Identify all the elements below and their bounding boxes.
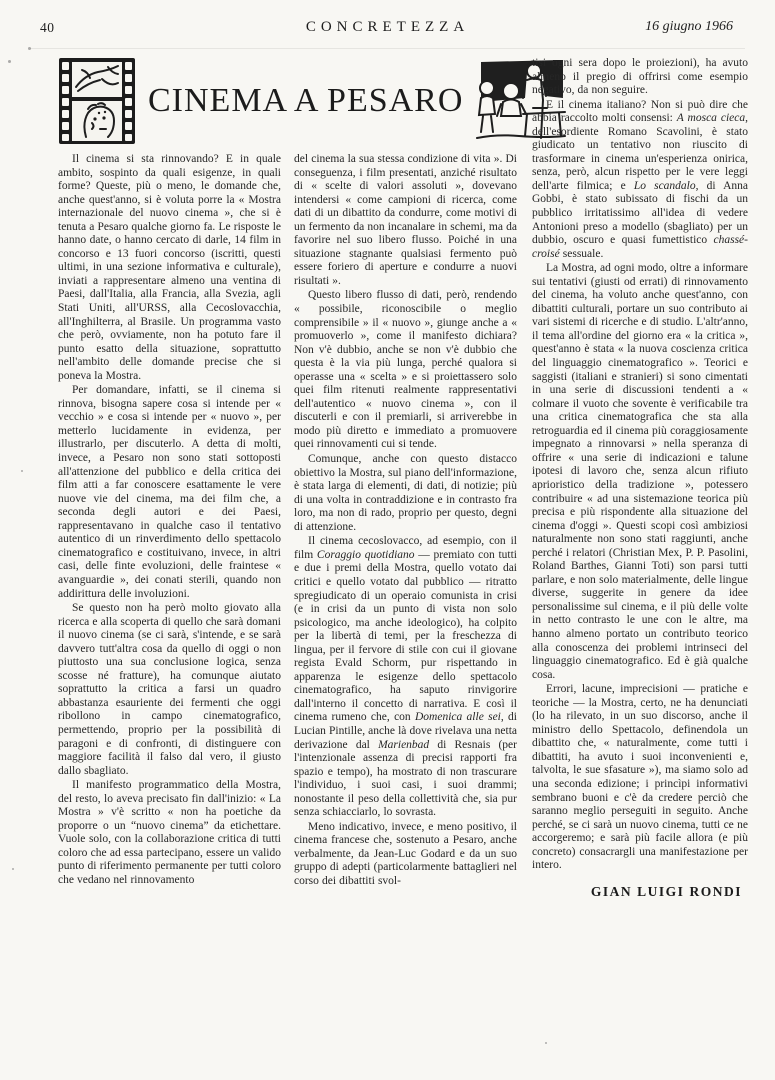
article-title: CINEMA A PESARO — [148, 82, 464, 119]
article-paragraph: Errori, lacune, imprecisioni — pratiche e teoriche — la Mostra, certo, ne ha denunciati (lo ha rilevato, in un suo discorso, anche il ministro dello Spettacolo, definendola un dibattito che, « naturalmente, come tutti i dibattiti, ha avuto i suoi inconvenienti e, talvolta, le sue sfasature »), ma siamo solo ad una seconda edizione; i princìpi informativi sembrano buoni e c'è da credere perciò che saranno meglio perseguiti in seguito. Anche perché, se ci sarà un nuovo cinema, tutti ce ne accorgeremo; e sarà più facile allora (e più concreto) consacrargli una manifestazione per intero. — [532, 683, 748, 872]
article-paragraph: Il cinema si sta rinnovando? E in quale ambito, sospinto da quali esigenze, in quali forme? Queste, più o meno, le domande che, anche quest'anno, si è voluta porre la « Mostra internazionale del nuovo cinema », che si è tenuta a Pesaro qualche giorno fa. Le risposte le hanno date, o hanno cercato di darle, 14 film in concorso e 13 fuori concorso (iscritti, questi ultimi, in una sezione informativa e culturale), inviati a rappresentare almeno una ventina di Paesi, dall'Italia, alla Francia, alla Svezia, agli Stati Uniti, all'URSS, alla Cecoslovacchia, all'Inghilterra, al Brasile. Un programma vasto che però, ovviamente, non ha potuto fare il punto esatto della situazione, soprattutto nell'ambito delle domande precise che si poneva la Mostra. — [58, 153, 281, 382]
article-paragraph: Il cinema cecoslovacco, ad esempio, con il film Coraggio quotidiano — premiato con tutti e due i premi della Mostra, quello votato dai critici e quello votato dal pubblico — ritratto spregiudicato di un operaio comunista in crisi (e in crisi da un punto di vista non solo psicologico, ma anche ideologico), ha colpito per la libertà di temi, per la freschezza di lingua, per il fervore di stile con cui il giovane regista Evald Schorm, pur rispettando in apparenza le esigenze dello spettacolo cinematografico, ha saputo rinvigorire dall'interno il concetto di narrativa. E così il cinema rumeno che, con Domenica alle sei, di Lucian Pintille, anche là dove rivelava una netta derivazione dal Marienbad di Resnais (per l'intenzionale assenza di precisi rapporti fra spazio e tempo), ha mostrato di non trascurare l'individuo, i suoi casi, i suoi drammi; nonostante il peso della collettività che, sia pur senza schiacciarlo, lo sovrasta. — [294, 535, 518, 819]
article-paragraph: Se questo non ha però molto giovato alla ricerca e alla scoperta di quello che sarà domani il nuovo cinema (se ci sarà, s'intende, e se sarà davvero tutt'altra cosa da quello di oggi o non piuttosto una sua conclusione logica, senza scosse né fratture), ha comunque aiutato soprattutto la critica a farsi un quadro abbastanza esauriente dei fermenti che oggi ribollono in campo cinematografico, permettendo, proprio per la possibilità di paragoni e di confronti, di distinguere con maggiore facilità il falso dal vero, il giusto dallo sbagliato. — [58, 602, 281, 777]
issue-date: 16 giugno 1966 — [645, 19, 733, 34]
article-paragraph: del cinema la sua stessa condizione di vita ». Di conseguenza, i film presentati, anziché risultato di « scelte di valori assoluti », dovevano intendersi « come campioni di ricerca, come dati di un dibattito da condurre, come motivi di un fermento da non incanalare in schemi, ma da favorire nel suo libero flusso. Poiché in una situazione stagnante qualsiasi fermento può essere foriero di aperture e condurre a nuovi risultati ». — [294, 153, 517, 287]
article-column-1 — [58, 153, 281, 889]
magazine-title: CONCRETEZZA — [305, 19, 470, 35]
article-paragraph: Questo libero flusso di dati, però, rendendo « possibile, riconoscibile o meglio comprensibile » il « nuovo », giunge anche a « promuoverlo », come il manifesto dichiara? Non v'è dubbio, anche se non v'è dubbio che questa è la via più lunga, perché qualora si operasse una « scelta » e si proiettassero solo quei film ritenuti realmente rappresentativi dell'autentico « nuovo cinema », con il discuterli e con il premiarli, si arriverebbe in modo più diretto e immediato a promuovere quei rinnovamenti cui si tende. — [294, 289, 517, 451]
columns-1-2 — [58, 153, 518, 889]
filmstrip-illustration — [58, 57, 136, 145]
page-number: 40 — [40, 20, 55, 35]
article-column-3 — [532, 55, 748, 898]
scan-speck — [21, 470, 23, 472]
article-column-2 — [294, 153, 517, 889]
article-title-block — [58, 55, 518, 147]
page-header — [30, 16, 745, 49]
article-paragraph: Il manifesto programmatico della Mostra, del resto, lo aveva precisato fin dall'inizio: « La Mostra » v'è scritto « non ha poetiche da proporre o un “nuovo cinema” da etichettare. Vuole solo, con la collaborazione critica di tutti coloro che ad essa partecipano, essere un valido punto di riferimento permanente per tutti coloro che vedano nel rinnovamento — [58, 779, 281, 886]
article-paragraph: E il cinema italiano? Non si può dire che abbia raccolto molti consensi: A mosca cieca, dell'esordiente Romano Scavolini, è stato giudicato un tentativo non riuscito di trasformare in cinema un'esperienza onirica, senza, però, alcun rispetto per le vere leggi dell'arte filmica; e Lo scandalo, di Anna Gobbi, è stato subissato di fischi da un pubblico irritatissimo all'idea di vedere Antonioni preso a modello (sbagliato) per un dubbio, oscuro e quasi fumettistico chassé-croisé sessuale. — [532, 98, 748, 260]
article-paragraph: Comunque, anche con questo distacco obiettivo la Mostra, sul piano dell'informazione, è stata larga di elementi, di dati, di notizie; più di una volta in contraddizione e in contrasto fra loro, ma non di rado, proprio per questo, degni di attenzione. — [294, 453, 517, 533]
article-body — [58, 55, 748, 898]
scan-speck — [28, 47, 31, 50]
left-block — [58, 55, 518, 898]
scan-speck — [12, 868, 14, 870]
scan-speck — [8, 60, 11, 63]
article-paragraph: Per domandare, infatti, se il cinema si rinnova, bisogna sapere cosa si intende per « vecchio » e cosa si intende per « nuovo », per metterlo lucidamente in evidenza, per illustrarlo, per discuterlo. A detta di molti, invece, a Pesaro non sono stati sottoposti all'attenzione del pubblico e della critica dei film atti a far conoscere esattamente le vere nuove vie del cinema, ma dei film che, a seconda degli autori e dei Paesi, rappresentavano in qualche caso il tentativo autentico di un rinverdimento dello spettacolo cinematografico e costituivano, invece, in altri casi, delle finte evoluzioni, delle fraintese « avanguardie », dei conati sterili, quando non addirittura delle involuzioni. — [58, 384, 281, 600]
scan-speck — [545, 1042, 547, 1044]
article-paragraph: tisi ogni sera dopo le proiezioni), ha avuto almeno il pregio di offrirsi come esempio negativo, da non seguire. — [532, 57, 748, 97]
article-paragraph: La Mostra, ad ogni modo, oltre a informare sui tentativi (giusti od errati) di rinnovamento del cinema, ha voluto anche quest'anno, con dibattiti culturali, portare un suo contributo ai vari sistemi di ricerche e di studio. L'altr'anno, il tema all'ordine del giorno era « la critica », quest'anno è stata « la nuova coscienza critica del linguaggio cinematografico ». Teorici e saggisti (italiani e stranieri) si sono cimentati in una serie di discussioni tendenti a « colmare il vuoto che sovente è verificabile tra una critica cinematografica che sta alla retroguardia ed il cinema più coraggiosamente impegnato a rinnovarsi » nella speranza di offrire « una serie di indicazioni e talune ipotesi di lavoro che, senza alcun rifiuto aprioristico della tradizione », potessero contribuire « ad una sistemazione teorica più precisa e più rispondente alla situazione del cinema d'oggi ». Questi scopi così ambiziosi naturalmente non sono stati raggiunti, anche perché i relatori (Christian Mex, P. P. Pasolini, Roland Barthes, Gianni Toti) son parsi tutti parlare, e non solo materialmente, delle lingue diverse, suggerite in genere da idee personalissime sul cinema, e il più delle volte in netto contrasto le une con le altre, ma hanno almeno portato un contributo teorico alla conoscenza dei problemi intrinseci del linguaggio cinematografico. Ed è già qualche cosa. — [532, 262, 748, 681]
article-paragraph: Meno indicativo, invece, e meno positivo, il cinema francese che, sostenuto a Pesaro, anche verbalmente, da Jean-Luc Godard e da un suo gruppo di adepti (particolarmente battaglieri nel corso dei dibattiti svol- — [294, 820, 517, 887]
article-author: GIAN LUIGI RONDI — [590, 883, 742, 899]
